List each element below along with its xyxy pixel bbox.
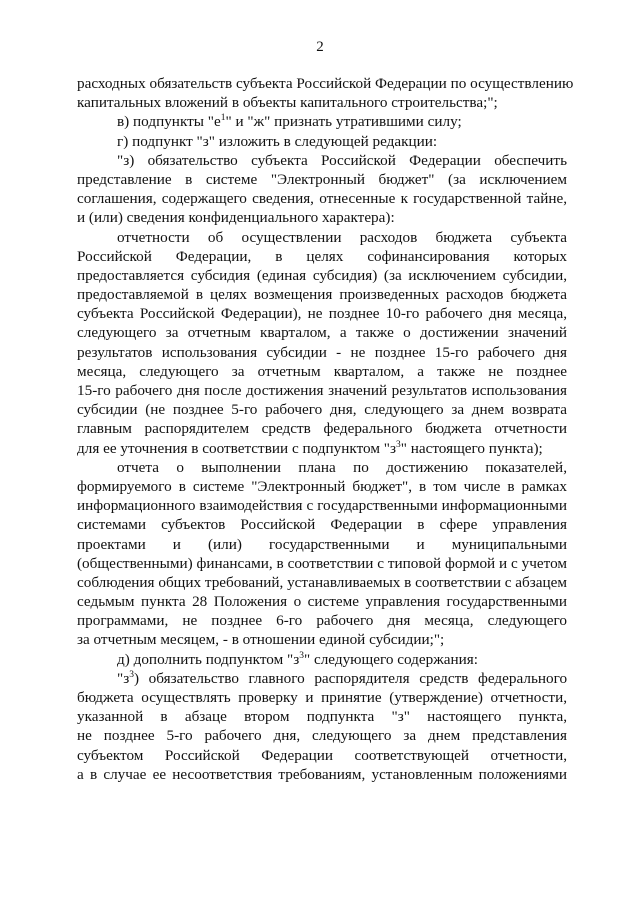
text-line: а в случае ее несоответствия требованиям, установленным положениями <box>77 765 567 783</box>
text-line: результатов использования субсидии - не позднее 15-го рабочего дня <box>77 343 567 361</box>
text-line: субсидии (не позднее 5-го рабочего дня, следующего за днем возврата <box>77 401 567 419</box>
text-line: предоставляемой в целях возмещения произведенных расходов бюджета <box>77 286 567 304</box>
text-line: главным распорядителем средств федерального бюджета отчетности <box>77 420 567 438</box>
text-line: в) подпункты "$е^1$" и "ж" признать утратившими силу; <box>117 113 462 131</box>
text-line: субъектом Российской Федерации соответствующей отчетности, <box>77 746 567 764</box>
text-line: не позднее 5-го рабочего дня, следующего за днем представления <box>77 727 567 745</box>
text-line: г) подпункт "з" изложить в следующей редакции: <box>117 132 438 150</box>
text-line: следующего за отчетным кварталом, а также о достижении значений <box>77 324 567 342</box>
text-line: указанной в абзаце втором подпункта "з" настоящего пункта, <box>77 708 567 726</box>
text-line: субъекта Российской Федерации), не позднее 10-го рабочего дня месяца, <box>77 305 567 323</box>
text-line: отчета о выполнении плана по достижению показателей, <box>117 458 567 476</box>
text-line: "$з^3$) обязательство главного распорядителя средств федерального <box>117 669 568 687</box>
text-line: и (или) сведения конфиденциального характера): <box>77 209 395 227</box>
text-line: расходных обязательств субъекта Российской Федерации по осуществлению <box>77 75 574 92</box>
text-line: отчетности об осуществлении расходов бюджета субъекта <box>117 228 567 246</box>
text-line: предоставляется субсидия (единая субсидия) (за исключением субсидии, <box>77 266 567 284</box>
text-line: информационного взаимодействия с государственными информационными <box>77 497 567 515</box>
text-line: системами субъектов Российской Федерации в сфере управления <box>77 516 567 534</box>
text-line: Российской Федерации, в целях софинансирования которых <box>77 247 567 265</box>
text-line: соглашения, содержащего сведения, отнесенные к государственной тайне, <box>77 190 567 208</box>
text-line: для ее уточнения в соответствии с подпунктом "$з^3$" настоящего пункта); <box>77 439 543 457</box>
text-line: соблюдения общих требований, устанавливаемых в соответствии с абзацем <box>77 573 567 591</box>
text-line: бюджета осуществлять проверку и принятие (утверждение) отчетности, <box>77 689 567 706</box>
text-line: формируемого в системе "Электронный бюджет", в том числе в рамках <box>77 477 567 495</box>
text-line: "з) обязательство субъекта Российской Федерации обеспечить <box>117 151 567 169</box>
text-line: программами, не позднее 6-го рабочего дня месяца, следующего <box>77 612 567 630</box>
text-line: представление в системе "Электронный бюджет" (за исключением <box>77 170 567 188</box>
text-line: (общественными) финансами, в соответствии с типовой формой и с учетом <box>77 554 567 572</box>
text-line: за отчетным месяцем, - в отношении единой субсидии;"; <box>77 631 445 649</box>
text-line: 15-го рабочего дня после достижения значений результатов использования <box>77 382 567 399</box>
text-line: месяца, следующего за отчетным кварталом, а также не позднее <box>77 362 567 380</box>
text-line: д) дополнить подпунктом "$з^3$" следующего содержания: <box>117 650 478 668</box>
text-line: проектами и (или) государственными и муниципальными <box>77 535 567 553</box>
document-body <box>77 74 574 784</box>
text-line: седьмым пункта 28 Положения о системе управления государственными <box>77 593 567 611</box>
page-number: 2 <box>316 39 324 55</box>
text-line: капитальных вложений в объекты капитального строительства;"; <box>77 94 498 112</box>
